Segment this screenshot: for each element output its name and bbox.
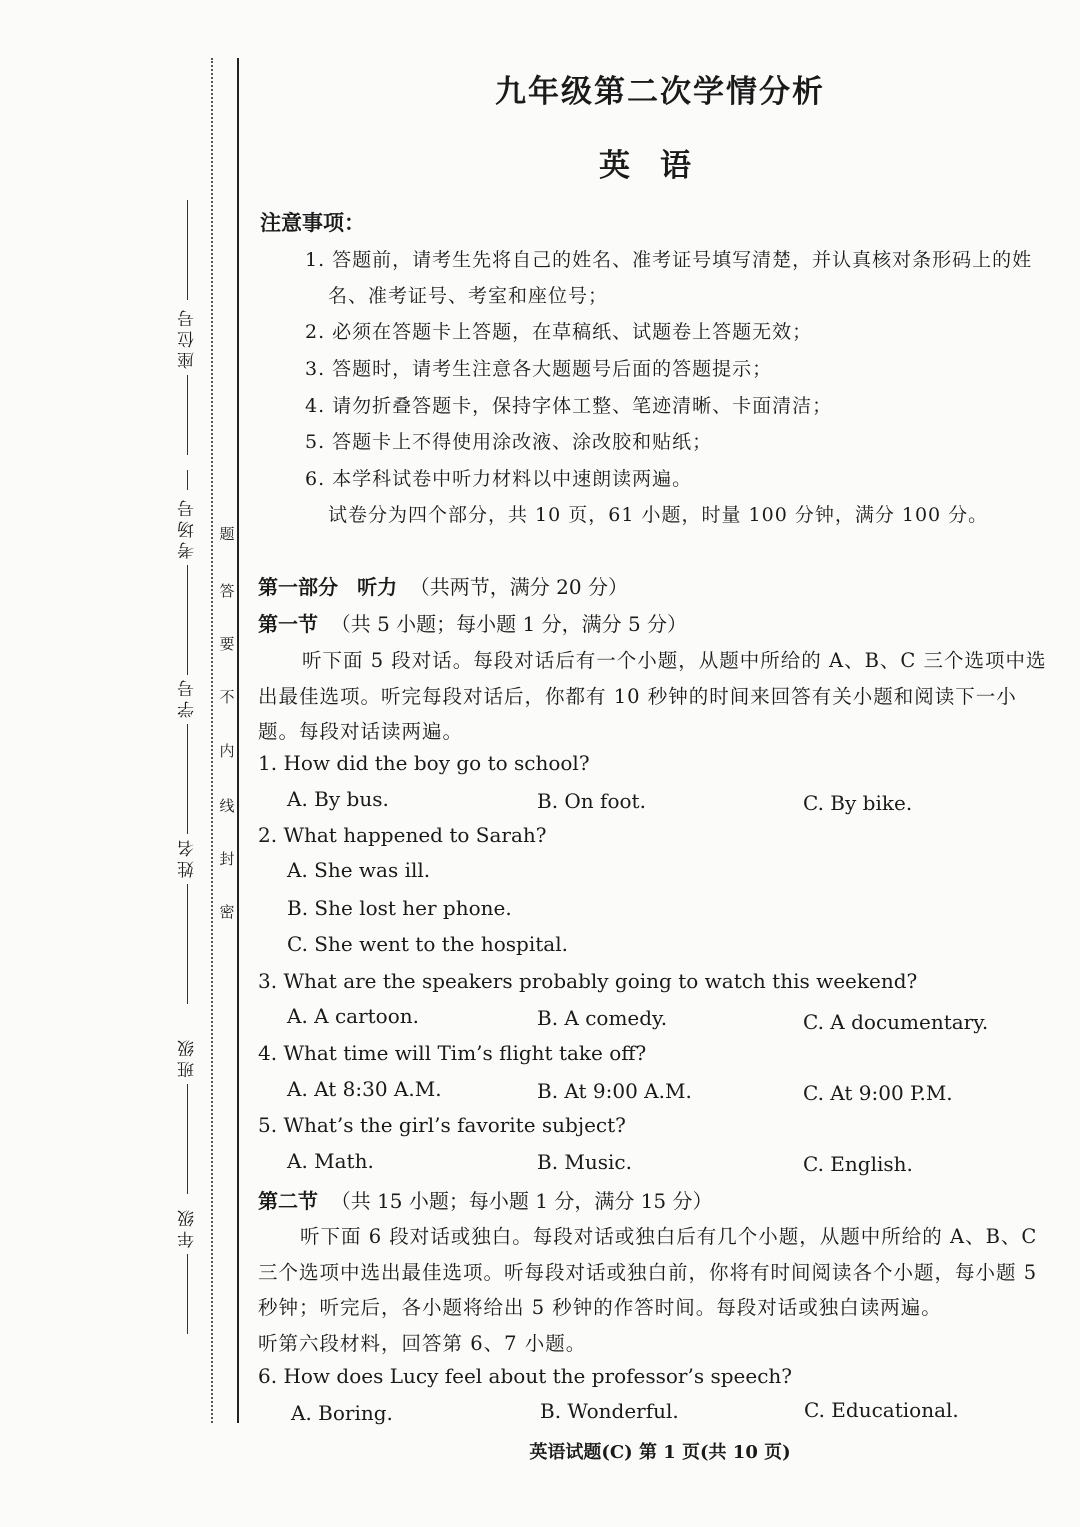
question-stem: 3. What are the speakers probably going to watch this weekend? [258, 969, 918, 993]
option-b: B. Music. [537, 1150, 632, 1174]
section1-title [258, 608, 687, 637]
field-line [187, 565, 188, 675]
option-b: B. A comedy. [537, 1006, 668, 1030]
option-b: B. At 9:00 A.M. [537, 1079, 692, 1103]
notice-summary: 试卷分为四个部分，共 10 页，61 小题，时量 100 分钟，满分 100 分。 [328, 504, 989, 526]
field-exam-room-line[interactable] [187, 470, 188, 490]
field-exam-room [174, 470, 200, 675]
notice-item: 6. 本学科试卷中听力材料以中速朗读两遍。 [305, 468, 693, 490]
option-c: C. By bike. [803, 791, 913, 815]
section1-instruction: 出最佳选项。听完每段对话后，你都有 10 秒钟的时间来回答有关小题和阅读下一小 [258, 685, 1017, 708]
field-student-number-line[interactable] [187, 724, 188, 834]
field-grade-line[interactable] [187, 1254, 188, 1334]
binding-solid-line [237, 58, 239, 1423]
field-seat-number [174, 200, 200, 455]
field-class-line[interactable] [187, 1084, 188, 1194]
notice-item: 3. 答题时，请考生注意各大题题号后面的答题提示； [305, 358, 773, 380]
option-a: A. She was ill. [287, 858, 431, 882]
option-c: C. A documentary. [803, 1010, 989, 1034]
option-a: A. At 8:30 A.M. [287, 1077, 442, 1101]
section2-title [258, 1185, 713, 1214]
option-a: A. By bus. [287, 787, 389, 811]
seal-char: 要 [219, 635, 235, 653]
section2-instruction: 三个选项中选出最佳选项。听每段对话或独白前，你将有时间阅读各个小题，每小题 5 [258, 1261, 1038, 1284]
option-b: B. She lost her phone. [287, 896, 512, 920]
option-c: C. Educational. [804, 1398, 959, 1422]
part1-info: （共两节，满分 20 分） [409, 575, 628, 599]
seal-char: 封 [219, 850, 235, 868]
field-name [174, 830, 200, 1004]
option-b: B. On foot. [537, 789, 646, 813]
field-name-line[interactable] [187, 884, 188, 1004]
field-label: 考场号 [177, 496, 198, 559]
material-note: 听第六段材料，回答第 6、7 小题。 [258, 1332, 587, 1355]
section2-label: 第二节 [258, 1189, 318, 1213]
section1-info: （共 5 小题；每小题 1 分，满分 5 分） [330, 612, 688, 636]
option-c: C. English. [803, 1152, 913, 1176]
binding-dotted-line [211, 58, 213, 1423]
seal-char: 题 [219, 525, 235, 543]
field-seat-number-line[interactable] [187, 200, 188, 300]
field-line [187, 375, 188, 455]
field-grade [174, 1200, 200, 1334]
notice-item: 4. 请勿折叠答题卡，保持字体工整、笔迹清晰、卡面清洁； [305, 395, 833, 417]
field-label: 学号 [177, 676, 198, 718]
question-stem: 6. How does Lucy feel about the professor’s speech? [258, 1364, 792, 1388]
section2-instruction: 听下面 6 段对话或独白。每段对话或独白后有几个小题，从题中所给的 A、B、C [300, 1225, 1038, 1248]
seal-char: 线 [219, 797, 235, 815]
section1-instruction: 题。每段对话读两遍。 [258, 720, 464, 743]
option-a: A. A cartoon. [287, 1004, 420, 1028]
option-c: C. She went to the hospital. [287, 932, 568, 956]
exam-title: 九年级第二次学情分析 [495, 74, 825, 110]
seal-char: 不 [219, 688, 235, 706]
field-label: 姓名 [177, 836, 198, 878]
option-c: C. At 9:00 P.M. [803, 1081, 953, 1105]
page-footer: 英语试题(C) 第 1 页(共 10 页) [529, 1442, 791, 1463]
question-stem: 4. What time will Tim’s flight take off? [258, 1041, 647, 1065]
field-class [174, 1030, 200, 1194]
seal-char: 密 [219, 903, 235, 921]
section1-label: 第一节 [258, 612, 318, 636]
part1-label: 第一部分 [258, 575, 338, 599]
field-label: 班级 [177, 1036, 198, 1078]
part1-title [258, 571, 628, 600]
field-label: 座位号 [177, 306, 198, 369]
notice-item-continuation: 名、准考证号、考室和座位号； [328, 285, 609, 307]
seal-char: 内 [219, 742, 235, 760]
part1-name: 听力 [357, 575, 398, 599]
section2-info: （共 15 小题；每小题 1 分，满分 15 分） [330, 1189, 713, 1213]
option-a: A. Boring. [291, 1401, 393, 1425]
notice-item: 2. 必须在答题卡上答题，在草稿纸、试题卷上答题无效； [305, 321, 813, 343]
option-b: B. Wonderful. [540, 1399, 679, 1423]
question-stem: 5. What’s the girl’s favorite subject? [258, 1113, 626, 1137]
question-stem: 1. How did the boy go to school? [258, 751, 590, 775]
subject-title: 英语 [599, 148, 721, 184]
field-label: 年级 [177, 1206, 198, 1248]
section2-instruction: 秒钟；听完后，各小题将给出 5 秒钟的作答时间。每段对话或独白读两遍。 [258, 1296, 942, 1319]
notice-heading: 注意事项： [260, 210, 365, 235]
option-a: A. Math. [287, 1149, 374, 1173]
notice-item: 5. 答题卡上不得使用涂改液、涂改胶和贴纸； [305, 431, 713, 453]
question-stem: 2. What happened to Sarah? [258, 823, 547, 847]
binding-margin [0, 0, 245, 1527]
field-student-number [174, 670, 200, 834]
notice-item: 1. 答题前，请考生先将自己的姓名、准考证号填写清楚，并认真核对条形码上的姓 [305, 249, 1033, 271]
seal-char: 答 [219, 582, 235, 600]
section1-instruction: 听下面 5 段对话。每段对话后有一个小题，从题中所给的 A、B、C 三个选项中选 [302, 649, 1047, 672]
